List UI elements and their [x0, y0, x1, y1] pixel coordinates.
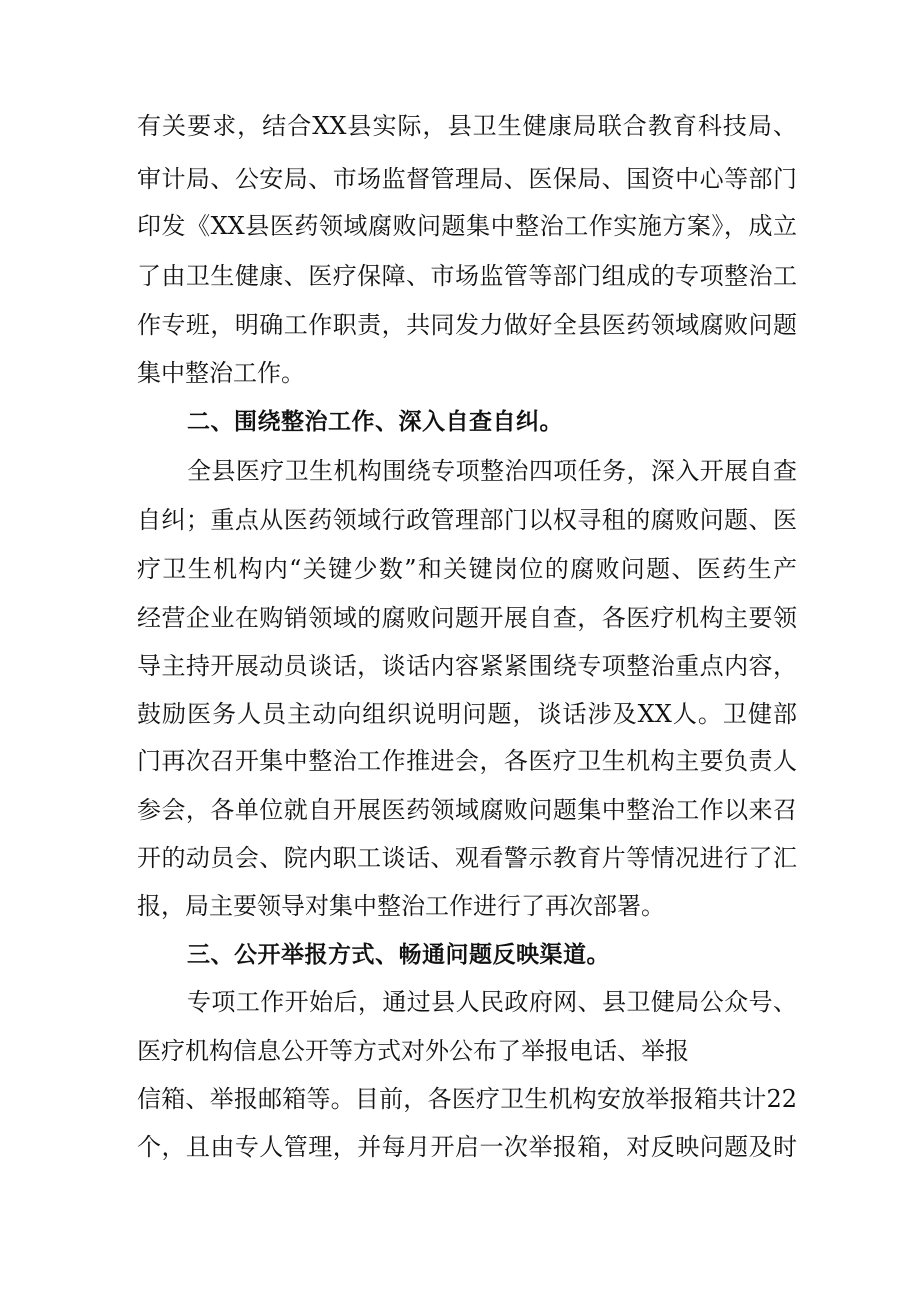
paragraph-line: 审计局、公安局、市场监督管理局、医保局、国资中心等部门 [137, 165, 797, 193]
section-heading: 三、公开举报方式、畅通问题反映渠道。 [187, 942, 610, 968]
paragraph-line: 参会，各单位就自开展医药领域腐败问题集中整治工作以来召 [137, 796, 797, 824]
paragraph-line: 专项工作开始后，通过县人民政府网、县卫健局公众号、 [187, 988, 797, 1016]
paragraph-line: 医疗机构信息公开等方式对外公布了举报电话、举报 [137, 1037, 689, 1065]
paragraph-line: 作专班，明确工作职责，共同发力做好全县医药领域腐败问题 [137, 311, 797, 339]
paragraph-line: 集中整治工作。 [137, 359, 305, 387]
paragraph-line: 印发《XX县医药领域腐败问题集中整治工作实施方案》，成立 [137, 212, 797, 240]
paragraph-line: 个，且由专人管理，并每月开启一次举报箱，对反映问题及时 [137, 1133, 797, 1161]
paragraph-line: 导主持开展动员谈话，谈话内容紧紧围绕专项整治重点内容， [137, 652, 797, 680]
paragraph-line: 门再次召开集中整治工作推进会，各医疗卫生机构主要负责人 [137, 747, 797, 775]
paragraph-line: 鼓励医务人员主动向组织说明问题，谈话涉及XX人。卫健部 [137, 700, 797, 728]
section-heading: 二、围绕整治工作、深入自查自纠。 [187, 409, 563, 435]
paragraph-line: 报，局主要领导对集中整治工作进行了再次部署。 [137, 892, 665, 920]
paragraph-line: 信箱、举报邮箱等。目前，各医疗卫生机构安放举报箱共计22 [137, 1085, 797, 1113]
paragraph-line: 疗卫生机构内“关键少数”和关键岗位的腐败问题、医药生产 [137, 555, 797, 583]
paragraph-line: 开的动员会、院内职工谈话、观看警示教育片等情况进行了汇 [137, 844, 797, 872]
paragraph-line: 了由卫生健康、医疗保障、市场监管等部门组成的专项整治工 [137, 262, 797, 290]
paragraph-line: 自纠；重点从医药领域行政管理部门以权寻租的腐败问题、医 [137, 506, 797, 534]
paragraph-line: 全县医疗卫生机构围绕专项整治四项任务，深入开展自查 [187, 457, 797, 485]
paragraph-line: 经营企业在购销领域的腐败问题开展自查，各医疗机构主要领 [137, 604, 797, 632]
paragraph-line: 有关要求，结合XX县实际，县卫生健康局联合教育科技局、 [137, 112, 797, 140]
